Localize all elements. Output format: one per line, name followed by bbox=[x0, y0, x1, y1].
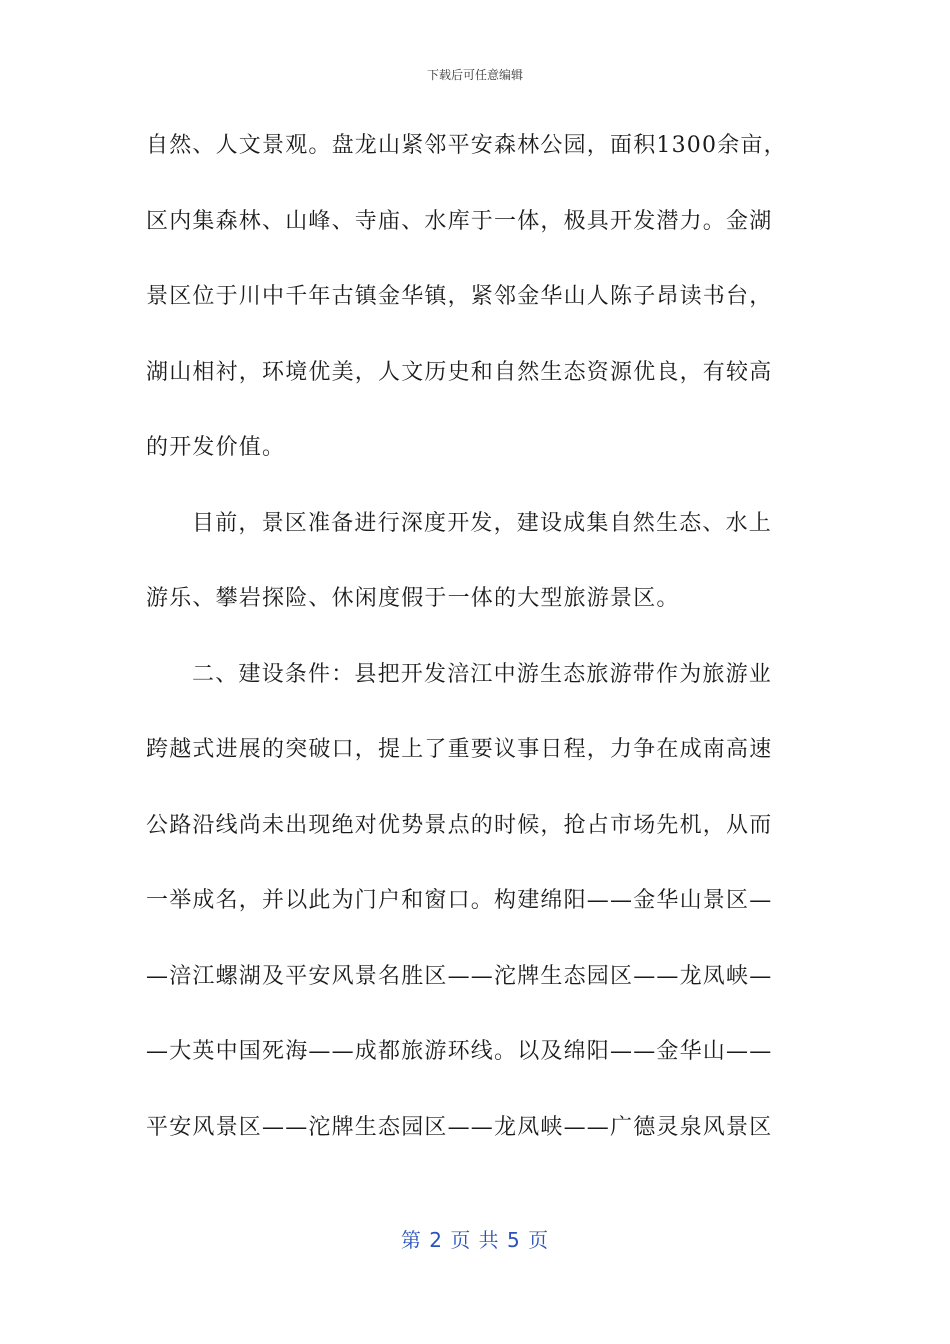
text-line: 的开发价值。 bbox=[146, 435, 286, 460]
text-line: 平安风景区——沱牌生态园区——龙凤峡——广德灵泉风景区 bbox=[146, 1114, 773, 1140]
page-header-note: 下载后可任意编辑 bbox=[426, 68, 523, 82]
text-line: 区内集森林、山峰、寺庙、水库于一体，极具开发潜力。金湖 bbox=[146, 208, 773, 234]
document-body bbox=[146, 126, 806, 1183]
text-line: 景区位于川中千年古镇金华镇，紧邻金华山人陈子昂读书台， bbox=[146, 284, 773, 309]
text-line: 湖山相衬，环境优美，人文历史和自然生态资源优良，有较高 bbox=[146, 359, 773, 385]
text-line: 自然、人文景观。盘龙山紧邻平安森林公园，面积1300余亩， bbox=[146, 133, 787, 158]
text-line: 目前，景区准备进行深度开发，建设成集自然生态、水上 bbox=[192, 510, 773, 536]
text-line: 二、建设条件：县把开发涪江中游生态旅游带作为旅游业 bbox=[192, 661, 773, 687]
page-number-footer: 第 2 页 共 5 页 bbox=[400, 1228, 550, 1252]
text-line: —大英中国死海——成都旅游环线。以及绵阳——金华山—— bbox=[146, 1039, 773, 1064]
text-line: 一举成名，并以此为门户和窗口。构建绵阳——金华山景区— bbox=[146, 888, 773, 913]
text-line: —涪江螺湖及平安风景名胜区——沱牌生态园区——龙凤峡— bbox=[146, 963, 773, 989]
text-line: 公路沿线尚未出现绝对优势景点的时候，抢占市场先机，从而 bbox=[146, 812, 773, 838]
text-line: 游乐、攀岩探险、休闲度假于一体的大型旅游景区。 bbox=[146, 586, 680, 611]
text-line: 跨越式进展的突破口，提上了重要议事日程，力争在成南高速 bbox=[146, 737, 773, 762]
